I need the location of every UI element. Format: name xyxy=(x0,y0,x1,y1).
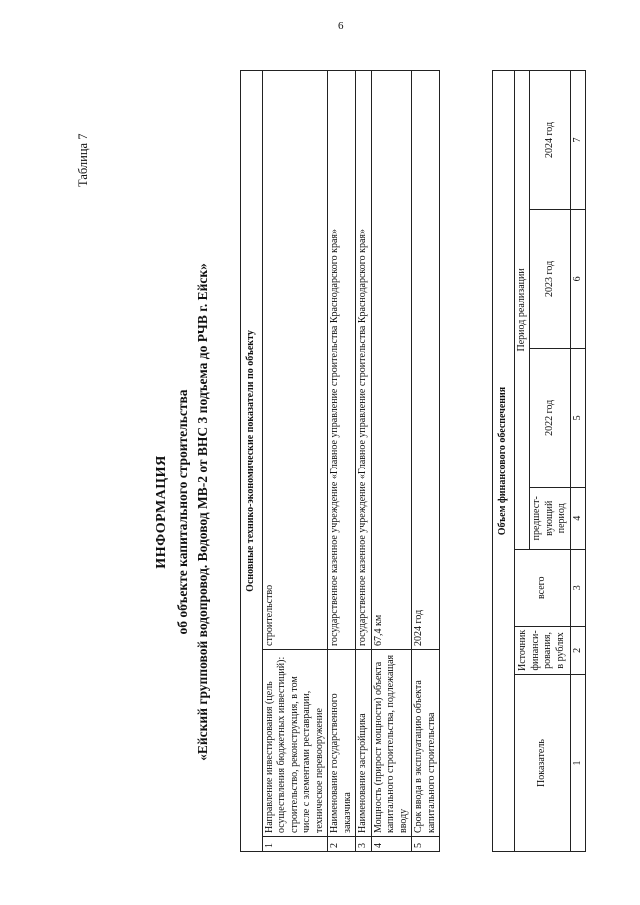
document-title: ИНФОРМАЦИЯ xyxy=(154,455,169,569)
col-source: Источник финанси-рования, в рублях xyxy=(514,626,570,674)
section-header-indicators: Основные технико-экономические показатели по объекту xyxy=(241,71,263,852)
table-row: 3 Наименование застройщика государственное казенное учреждение «Главное управление строительства Краснодарского края» xyxy=(356,71,372,852)
col-previous: предшест-вующий период xyxy=(530,487,571,549)
object-name: «Ейский групповой водопровод. Водовод МВ-2 от ВНС 3 подъема до РЧВ г. Ейск» xyxy=(195,263,210,761)
table-label: Таблица 7 xyxy=(76,133,90,187)
rotated-page xyxy=(62,72,622,862)
document-subtitle: об объекте капитального строительства xyxy=(175,389,190,635)
column-numbers-row: 1 2 3 4 5 6 7 xyxy=(570,71,586,852)
table-row: 1 Направление инвестирования (цель осуществления бюджетных инвестиций): строительство, реконструкция, в том числе с элементами реставрации, техническое перевооружение строительство xyxy=(262,71,328,852)
col-year-2023: 2023 год xyxy=(530,209,571,348)
col-year-2024: 2024 год xyxy=(530,71,571,210)
col-year-2022: 2022 год xyxy=(530,348,571,487)
table-row: 5 Срок ввода в эксплуатацию объекта капитального строительства 2024 год xyxy=(412,71,440,852)
page-number: 6 xyxy=(338,20,344,32)
financing-table xyxy=(492,70,586,852)
col-indicator: Показатель xyxy=(514,675,570,852)
table-row: 2 Наименование государственного заказчика государственное казенное учреждение «Главное управление строительства Краснодарского края» xyxy=(328,71,356,852)
indicators-table xyxy=(240,70,440,852)
section-header-financing: Объем финансового обеспечения xyxy=(493,71,515,852)
col-total: всего xyxy=(514,549,570,626)
table-row: 4 Мощность (прирост мощности) объекта капитального строительства, подлежащая вводу 67,4 км xyxy=(371,71,412,852)
period-header: Период реализации xyxy=(514,71,530,550)
